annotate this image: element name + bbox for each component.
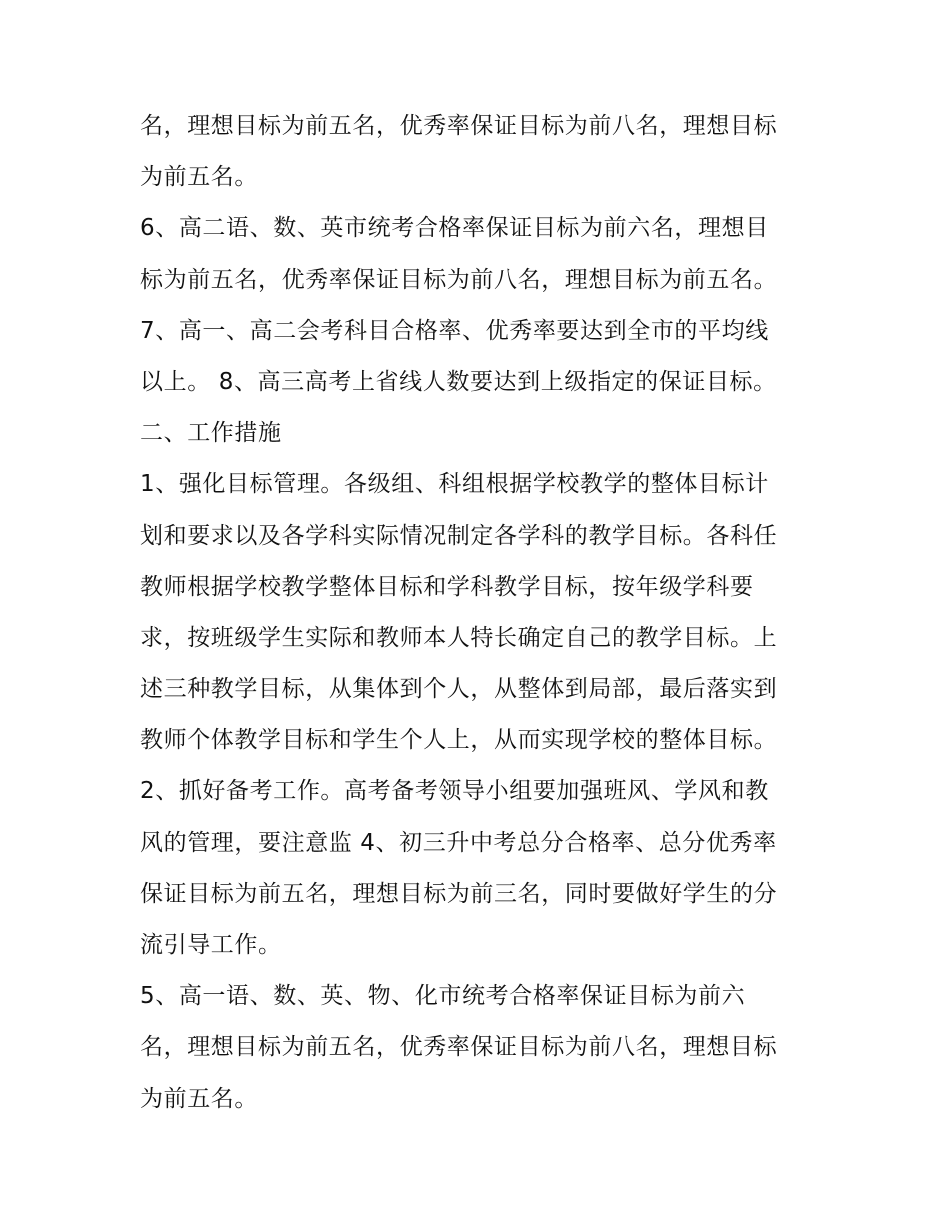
text-line: 为前五名。 <box>140 1085 258 1112</box>
text-line: 标为前五名，优秀率保证目标为前八名，理想目标为前五名。 <box>140 266 778 293</box>
text-line: 6、高二语、数、英市统考合格率保证目标为前六名，理想目 <box>140 215 769 242</box>
text-line: 风的管理，要注意监 4、初三升中考总分合格率、总分优秀率 <box>140 829 777 856</box>
document-body <box>140 101 820 1125</box>
text-line: 5、高一语、数、英、物、化市统考合格率保证目标为前六 <box>140 983 746 1010</box>
section-heading: 二、工作措施 <box>140 420 282 447</box>
text-line: 流引导工作。 <box>140 932 282 958</box>
text-line: 保证目标为前五名，理想目标为前三名，同时要做好学生的分 <box>140 880 778 907</box>
text-line: 为前五名。 <box>140 164 258 191</box>
text-line: 1、强化目标管理。各级组、科组根据学校教学的整体目标计 <box>140 471 769 498</box>
text-line: 教师个体教学目标和学生个人上，从而实现学校的整体目标。 <box>140 727 778 754</box>
text-line: 7、高一、高二会考科目合格率、优秀率要达到全市的平均线 <box>140 317 769 344</box>
text-line: 教师根据学校教学整体目标和学科教学目标，按年级学科要 <box>140 573 754 600</box>
text-line: 划和要求以及各学科实际情况制定各学科的教学目标。各科任 <box>140 522 778 549</box>
text-line: 2、抓好备考工作。高考备考领导小组要加强班风、学风和教 <box>140 778 769 805</box>
text-line: 求，按班级学生实际和教师本人特长确定自己的教学目标。上 <box>140 624 778 651</box>
text-line: 名，理想目标为前五名，优秀率保证目标为前八名，理想目标 <box>140 113 778 139</box>
text-line: 以上。 8、高三高考上省线人数要达到上级指定的保证目标。 <box>140 368 777 395</box>
text-line: 述三种教学目标，从集体到个人，从整体到局部，最后落实到 <box>140 676 778 703</box>
text-line: 名，理想目标为前五名，优秀率保证目标为前八名，理想目标 <box>140 1034 778 1061</box>
